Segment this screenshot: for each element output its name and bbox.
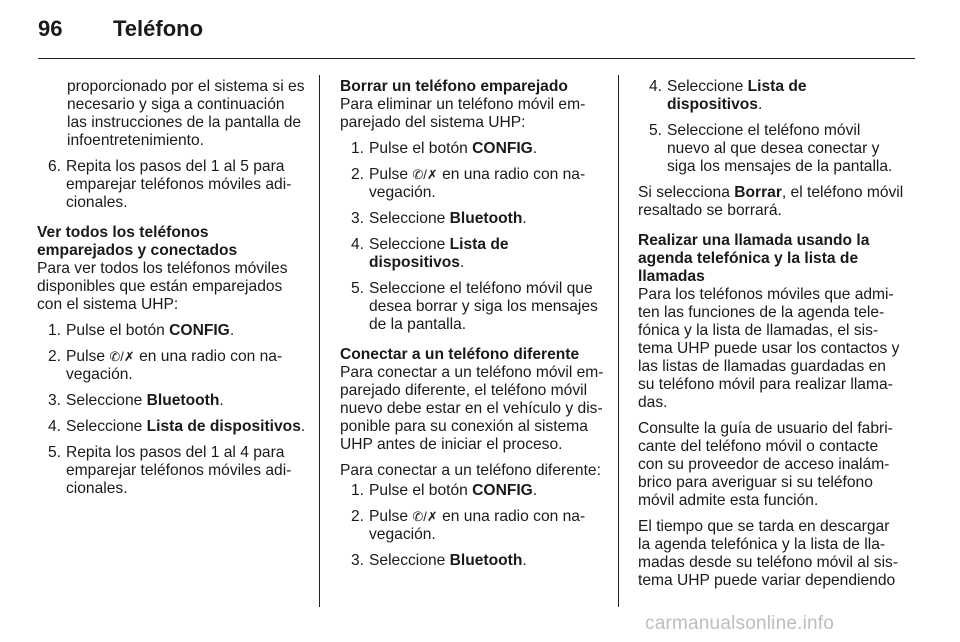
continued-text: proporcionado por el sistema si es necesario y siga a continuación las instrucciones de la pantalla de infoentretenimiento.: [67, 78, 305, 149]
paragraph: Para conectar a un teléfono diferente:: [340, 462, 601, 479]
section-heading: Ver todos los teléfonos emparejados y conectados: [37, 224, 238, 259]
column-1: [37, 78, 307, 506]
paragraph: Si selecciona Borrar, el teléfono móvil resaltado se borrará.: [638, 184, 904, 219]
list-item: 4. Seleccione Lista de dispositivos.: [648, 78, 807, 113]
page-number: 96: [38, 16, 63, 41]
list-item: 2. Pulse ✆/✗ en una radio con na-vegación.: [47, 348, 283, 383]
phone-call-icon: ✆: [109, 349, 121, 364]
list-item: 4. Seleccione Lista de dispositivos.: [47, 418, 306, 435]
list-item: 5. Repita los pasos del 1 al 4 para emparejar teléfonos móviles adi-cionales.: [47, 444, 292, 497]
list-item: 2. Pulse ✆/✗ en una radio con na-vegación.: [350, 166, 586, 201]
list-item: 5. Seleccione el teléfono móvil nuevo al que desea conectar y siga los mensajes de la pantalla.: [648, 122, 893, 175]
paragraph: Consulte la guía de usuario del fabri-cante del teléfono móvil o contacte con su proveedor de acceso inalám-brico para averiguar si su teléfono móvil admite esta función.: [638, 420, 893, 509]
page-title: Teléfono: [113, 16, 204, 41]
column-divider: [319, 75, 320, 607]
paragraph: Para ver todos los teléfonos móviles disponibles que están emparejados con el sistema UHP:: [37, 260, 288, 313]
list-item: 5. Seleccione el teléfono móvil que desea borrar y siga los mensajes de la pantalla.: [350, 280, 598, 333]
paragraph: El tiempo que se tarda en descargar la agenda telefónica y la lista de lla-madas desde su teléfono móvil al sis-tema UHP puede variar dependiendo: [638, 518, 899, 589]
phone-hangup-icon: ✗: [426, 509, 438, 524]
section-heading: Realizar una llamada usando la agenda telefónica y la lista de llamadas: [638, 232, 870, 285]
phone-hangup-icon: ✗: [123, 349, 135, 364]
watermark: carmanualsonline.info: [645, 613, 835, 634]
column-2: [340, 78, 608, 578]
paragraph: Para eliminar un teléfono móvil em-parejado del sistema UHP:: [340, 96, 586, 131]
header-rule: [38, 58, 915, 59]
list-item: 3. Seleccione Bluetooth.: [350, 552, 527, 569]
paragraph: Para los teléfonos móviles que admi-ten las funciones de la agenda tele-fónica y la lista de llamadas, el sis-tema UHP puede usar los contactos y las listas de llamadas guardadas en su teléfono móvil para realizar llama-das.: [638, 286, 900, 411]
phone-call-icon: ✆: [412, 509, 424, 524]
list-item: 2. Pulse ✆/✗ en una radio con na-vegación.: [350, 508, 586, 543]
list-item: 3. Seleccione Bluetooth.: [350, 210, 527, 227]
section-heading: Conectar a un teléfono diferente: [340, 346, 580, 363]
list-item: 6. Repita los pasos del 1 al 5 para emparejar teléfonos móviles adi-cionales.: [47, 158, 292, 211]
column-3: [638, 78, 904, 598]
phone-hangup-icon: ✗: [426, 167, 438, 182]
list-item: 4. Seleccione Lista de dispositivos.: [350, 236, 509, 271]
paragraph: Para conectar a un teléfono móvil em-parejado diferente, el teléfono móvil nuevo debe estar en el vehículo y dis-ponible para su conexión al sistema UHP antes de iniciar el proceso.: [340, 364, 604, 453]
list-item: 3. Seleccione Bluetooth.: [47, 392, 224, 409]
list-item: 1. Pulse el botón CONFIG.: [350, 140, 538, 157]
list-item: 1. Pulse el botón CONFIG.: [47, 322, 235, 339]
list-item: 1. Pulse el botón CONFIG.: [350, 482, 538, 499]
section-heading: Borrar un teléfono emparejado: [340, 78, 568, 95]
phone-call-icon: ✆: [412, 167, 424, 182]
column-divider: [618, 75, 619, 607]
